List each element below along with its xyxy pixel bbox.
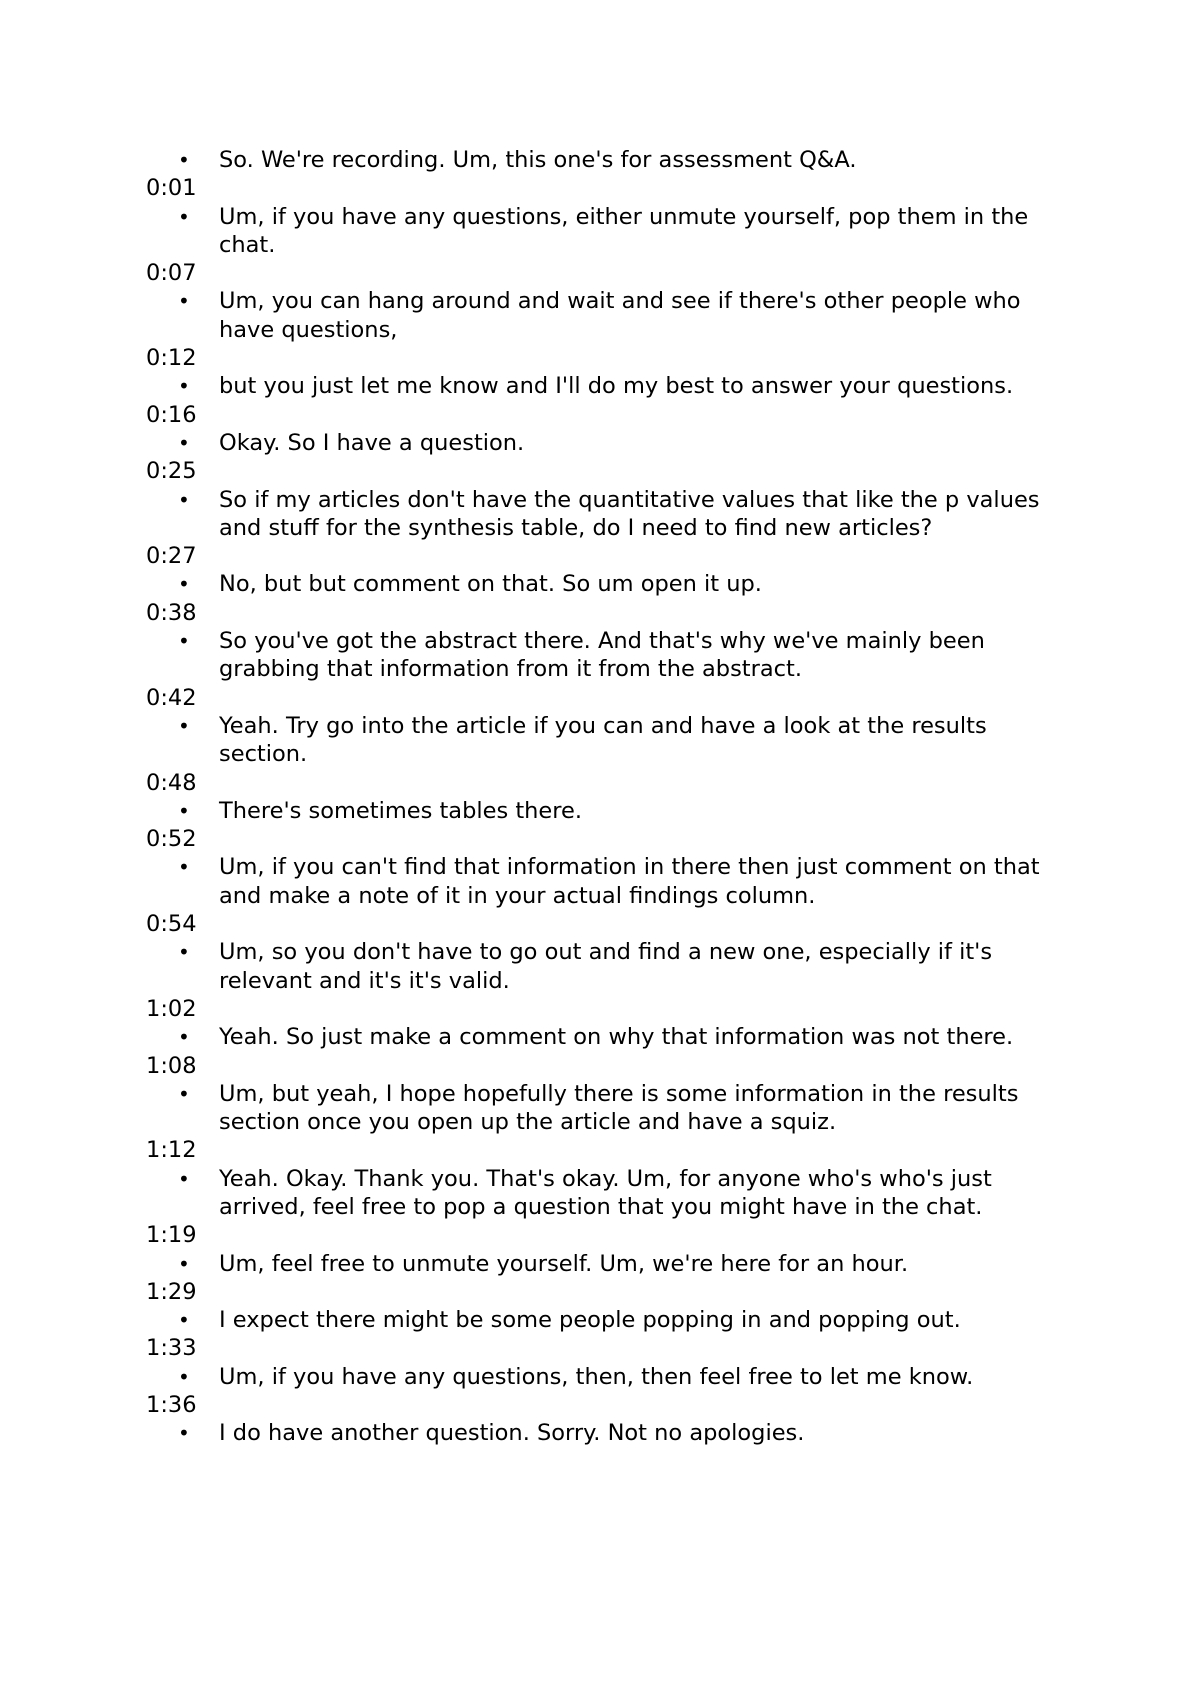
transcript-text: Um, so you don't have to go out and find a new one, especially if it's relevant and it's it's valid.: [219, 939, 993, 994]
bullet-icon: •: [178, 1251, 190, 1276]
timestamp: 1:08: [146, 1052, 197, 1079]
transcript-text: I expect there might be some people popping in and popping out.: [219, 1307, 961, 1334]
bullet-icon: •: [178, 1364, 190, 1389]
transcript-line: [146, 627, 1076, 684]
timestamp: 1:29: [146, 1278, 197, 1305]
transcript-text: Um, but yeah, I hope hopefully there is some information in the results section once you open up the article and have a squiz.: [219, 1080, 1019, 1136]
transcript-line: [146, 712, 1076, 769]
transcript-line: [146, 486, 1076, 543]
transcript-text: Yeah. Try go into the article if you can and have a look at the results section.: [219, 712, 987, 768]
transcript-entry: [146, 259, 1076, 344]
transcript-line: [146, 797, 1076, 825]
bullet-icon: •: [178, 855, 190, 880]
timestamp: 1:33: [146, 1335, 197, 1362]
transcript-entry: [146, 910, 1076, 995]
transcript-entry: [146, 1221, 1076, 1278]
transcript-text: So you've got the abstract there. And that's why we've mainly been grabbing that information from it from the abstract.: [219, 628, 985, 683]
transcript-entry: [146, 684, 1076, 769]
timestamp: 0:52: [146, 826, 197, 853]
bullet-icon: •: [178, 148, 190, 172]
timestamp: 0:54: [146, 911, 197, 938]
bullet-icon: •: [178, 1166, 190, 1191]
transcript-text: There's sometimes tables there.: [219, 797, 582, 824]
transcript-text: Okay. So I have a question.: [219, 429, 525, 456]
transcript-entry: [146, 401, 1076, 458]
transcript-entry: [146, 599, 1076, 684]
transcript-entry: [146, 1334, 1076, 1391]
transcript-text: So. We're recording. Um, this one's for assessment Q&A.: [219, 147, 857, 173]
transcript-entry: [146, 1052, 1076, 1137]
bullet-icon: •: [178, 374, 190, 399]
transcript-text: Yeah. Okay. Thank you. That's okay. Um, for anyone who's who's just arrived, feel free to pop a question that you might have in the chat.: [219, 1165, 992, 1220]
transcript-text: Yeah. So just make a comment on why that information was not there.: [219, 1024, 1014, 1051]
bullet-icon: •: [178, 487, 190, 512]
transcript-entry: [146, 542, 1076, 599]
timestamp: 0:01: [146, 175, 197, 202]
transcript-text: Um, if you have any questions, either unmute yourself, pop them in the chat.: [219, 203, 1029, 258]
bullet-icon: •: [178, 430, 190, 455]
transcript-entry: [146, 1136, 1076, 1221]
transcript-text: Um, if you can't find that information in there then just comment on that and make a note of it in your actual findings column.: [219, 854, 1040, 909]
transcript-line: [146, 853, 1076, 910]
bullet-icon: •: [178, 1025, 190, 1050]
transcript-text: So if my articles don't have the quantitative values that like the p values and stuff for the synthesis table, do I need to find new articles?: [219, 486, 1040, 541]
transcript-entry: [146, 457, 1076, 542]
transcript-line: [146, 1165, 1076, 1222]
timestamp: 0:27: [146, 543, 197, 570]
transcript-entry: [146, 825, 1076, 910]
transcript-line: [146, 372, 1076, 400]
transcript-entry: [146, 1278, 1076, 1335]
transcript-entry: [146, 174, 1076, 259]
transcript-entry: [146, 344, 1076, 401]
transcript-line: [146, 203, 1076, 260]
transcript-line: [146, 1306, 1076, 1334]
transcript-line: [146, 1023, 1076, 1051]
transcript-line: [146, 570, 1076, 598]
transcript-text: No, but but comment on that. So um open it up.: [219, 571, 762, 598]
transcript-text: Um, feel free to unmute yourself. Um, we're here for an hour.: [219, 1250, 909, 1277]
timestamp: 0:16: [146, 401, 197, 428]
bullet-icon: •: [178, 713, 190, 738]
transcript-line: [146, 429, 1076, 457]
timestamp: 0:25: [146, 458, 197, 485]
timestamp: 0:42: [146, 684, 197, 711]
transcript-entry: [146, 995, 1076, 1052]
bullet-icon: •: [178, 1308, 190, 1333]
transcript-text: Um, you can hang around and wait and see if there's other people who have questions,: [219, 288, 1021, 343]
transcript-line: [146, 1080, 1076, 1137]
transcript-entry: [146, 146, 1076, 174]
transcript-line: [146, 146, 1076, 174]
bullet-icon: •: [178, 629, 190, 654]
timestamp: 0:07: [146, 260, 197, 287]
transcript-line: [146, 938, 1076, 995]
transcript-text: I do have another question. Sorry. Not no apologies.: [219, 1420, 805, 1447]
transcript-line: [146, 1419, 1076, 1447]
transcript-line: [146, 1363, 1076, 1391]
transcript-entry: [146, 1391, 1076, 1448]
transcript-line: [146, 287, 1076, 344]
bullet-icon: •: [178, 204, 190, 229]
transcript-list: [146, 146, 1076, 1448]
transcript-text: but you just let me know and I'll do my best to answer your questions.: [219, 373, 1014, 400]
bullet-icon: •: [178, 1081, 190, 1106]
bullet-icon: •: [178, 572, 190, 597]
timestamp: 1:19: [146, 1222, 197, 1249]
timestamp: 1:02: [146, 995, 197, 1022]
transcript-line: [146, 1250, 1076, 1278]
timestamp: 0:38: [146, 599, 197, 626]
timestamp: 1:12: [146, 1137, 197, 1164]
timestamp: 0:48: [146, 769, 197, 796]
transcript-text: Um, if you have any questions, then, then feel free to let me know.: [219, 1363, 974, 1390]
timestamp: 1:36: [146, 1392, 197, 1419]
transcript-entry: [146, 769, 1076, 826]
bullet-icon: •: [178, 289, 190, 314]
bullet-icon: •: [178, 940, 190, 965]
timestamp: 0:12: [146, 345, 197, 372]
bullet-icon: •: [178, 1421, 190, 1446]
bullet-icon: •: [178, 798, 190, 823]
